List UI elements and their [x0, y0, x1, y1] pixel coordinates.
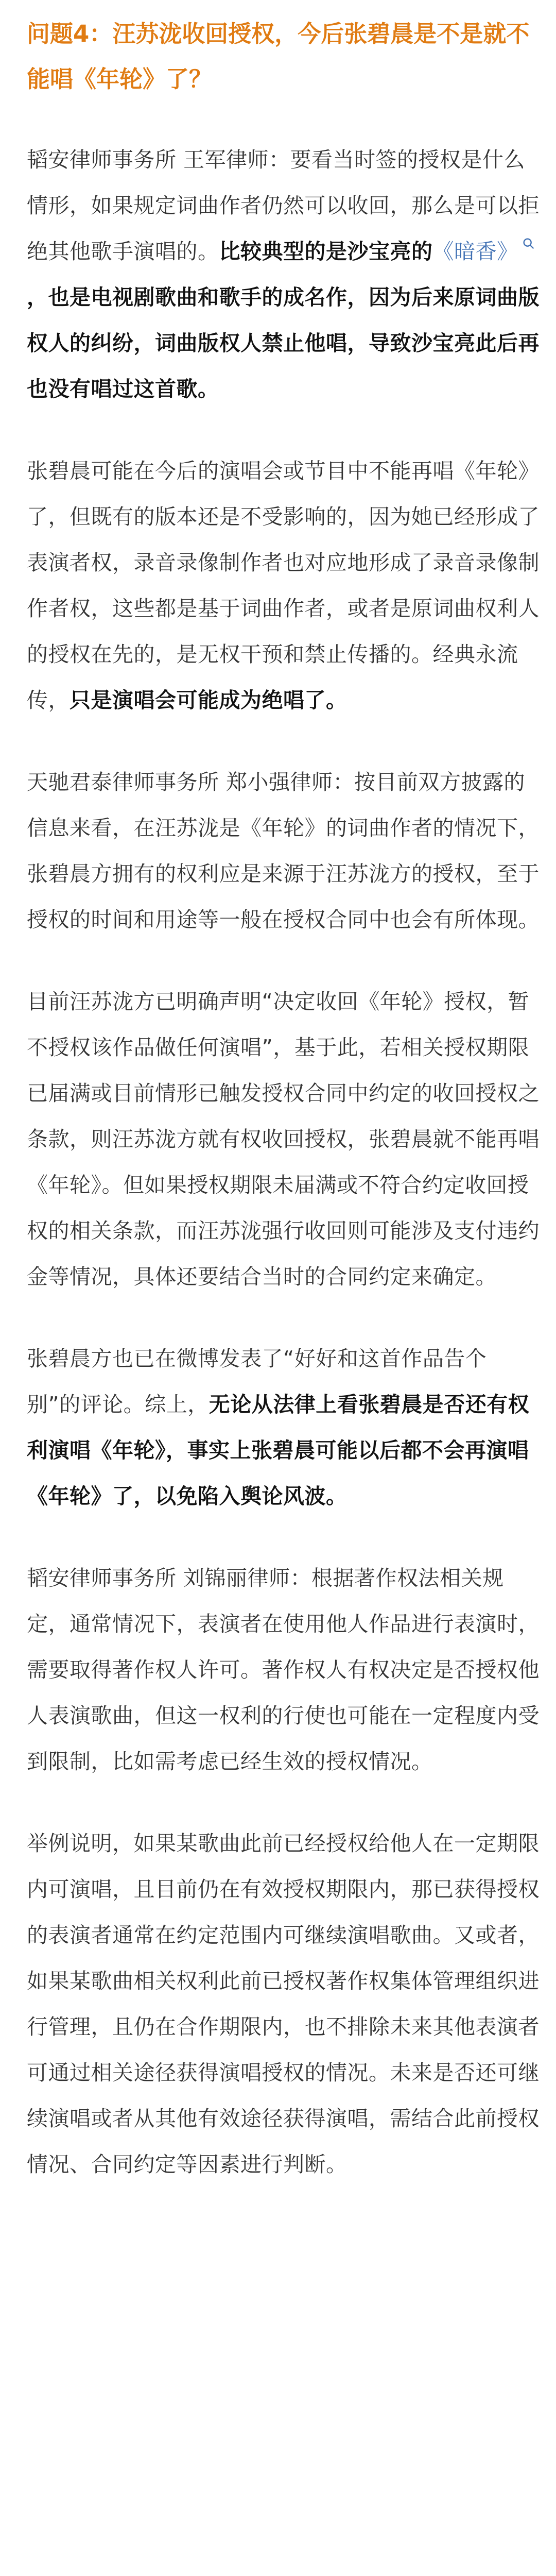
paragraph-4 — [27, 979, 540, 1300]
paragraph-text: 韬安律师事务所 刘锦丽律师：根据著作权法相关规定，通常情况下，表演者在使用他人作品进行表演时，需要取得著作权人许可。著作权人有权决定是否授权他人表演歌曲，但这一权利的行使也可能在一定程度内受到限制，比如需考虑已经生效的授权情况。 — [27, 1566, 540, 1774]
question-title: 问题4：汪苏泷收回授权，今后张碧晨是不是就不能唱《年轮》了？ — [27, 20, 530, 93]
paragraph-text: 举例说明，如果某歌曲此前已经授权给他人在一定期限内可演唱，且目前仍在有效授权期限内，那已获得授权的表演者通常在约定范围内可继续演唱歌曲。又或者，如果某歌曲相关权利此前已授权著作权集体管理组织进行管理，且仍在合作期限内，也不排除未来其他表演者可通过相关途径获得演唱授权的情况。未来是否还可继续演唱或者从其他有效途径获得演唱，需结合此前授权情况、合同约定等因素进行判断。 — [27, 1831, 540, 2177]
song-link-anxiang[interactable]: 《暗香》 — [432, 239, 518, 264]
paragraph-text: 目前汪苏泷方已明确声明“决定收回《年轮》授权，暂不授权该作品做任何演唱”，基于此，若相关授权期限已届满或目前情形已触发授权合同中约定的收回授权之条款，则汪苏泷方就有权收回授权，张碧晨就不能再唱《年轮》。但如果授权期限未届满或不符合约定收回授权的相关条款，而汪苏泷强行收回则可能涉及支付违约金等情况，具体还要结合当时的合同约定来确定。 — [27, 989, 540, 1289]
paragraph-6 — [27, 1555, 540, 1785]
paragraph-text: 韬安律师事务所 王军律师：要看当时签的授权是什么情形，如果规定词曲作者仍然可以收回，那么是可以拒绝其他歌手演唱的。 — [27, 147, 540, 264]
paragraph-5 — [27, 1336, 540, 1519]
paragraph-7 — [27, 1821, 540, 2188]
bold-text: ，也是电视剧歌曲和歌手的成名作，因为后来原词曲版权人的纠纷，词曲版权人禁止他唱，导致沙宝亮此后再也没有唱过这首歌。 — [27, 285, 540, 401]
paragraph-1 — [27, 137, 540, 412]
paragraph-3 — [27, 759, 540, 943]
bold-text: 只是演唱会可能成为绝唱了。 — [70, 688, 348, 713]
search-icon[interactable] — [522, 236, 536, 251]
paragraph-2 — [27, 448, 540, 723]
paragraph-text: 张碧晨可能在今后的演唱会或节目中不能再唱《年轮》了，但既有的版本还是不受影响的，因为她已经形成了表演者权，录音录像制作者也对应地形成了录音录像制作者权，这些都是基于词曲作者，或者是原词曲权利人的授权在先的，是无权干预和禁止传播的。经典永流传， — [27, 459, 540, 713]
bold-text: 比较典型的是沙宝亮的 — [219, 239, 433, 264]
bold-text: 无论从法律上看张碧晨是否还有权利演唱《年轮》，事实上张碧晨可能以后都不会再演唱《年轮》了，以免陷入舆论风波。 — [27, 1392, 530, 1509]
paragraph-text: 张碧晨方也已在微博发表了“好好和这首作品告个别”的评论。综上， — [27, 1346, 487, 1417]
paragraph-text: 天驰君泰律师事务所 郑小强律师：按目前双方披露的信息来看，在汪苏泷是《年轮》的词曲作者的情况下，张碧晨方拥有的权利应是来源于汪苏泷方的授权，至于授权的时间和用途等一般在授权合同中也会有所体现。 — [27, 770, 540, 932]
